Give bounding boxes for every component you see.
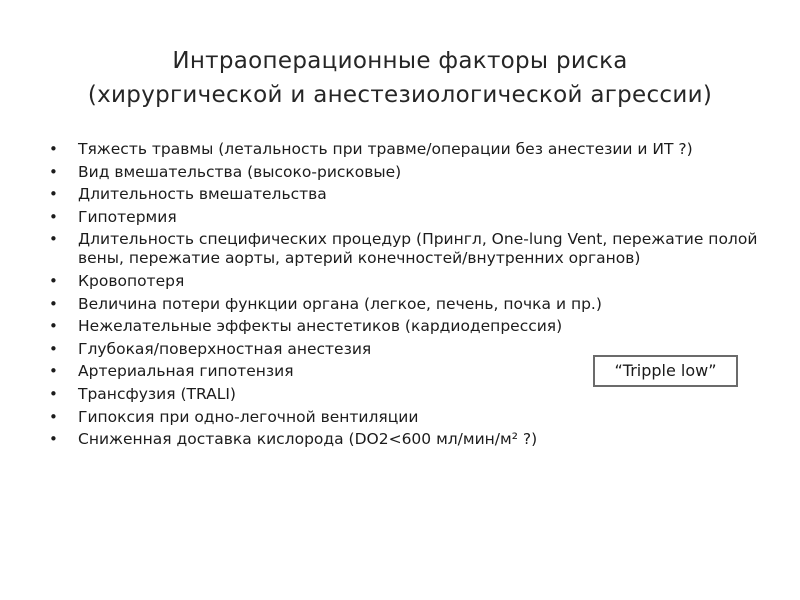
bullet-text: Гипоксия при одно-легочной вентиляции (78, 407, 419, 426)
bullet-text: Сниженная доставка кислорода (DO2<600 мл/мин/м² ?) (78, 430, 538, 449)
bullet-text: Трансфузия (TRALI) (78, 384, 236, 403)
bullet-dot-icon: • (49, 317, 58, 336)
bullet-dot-icon: • (49, 162, 58, 181)
bullet-item (49, 163, 769, 182)
bullet-dot-icon: • (49, 230, 58, 249)
bullet-dot-icon: • (49, 362, 58, 381)
bullet-item (49, 208, 769, 227)
bullet-text: Тяжесть травмы (летальность при травме/операции без анестезии и ИТ ?) (78, 140, 693, 158)
bullet-text: Нежелательные эффекты анестетиков (кардиодепрессия) (78, 317, 563, 336)
title-line-2: (хирургической и анестезиологической агрессии) (87, 82, 713, 108)
bullet-item (49, 317, 769, 336)
bullet-dot-icon: • (49, 140, 58, 158)
bullet-text: Гипотермия (78, 207, 177, 226)
bullet-dot-icon: • (49, 185, 58, 204)
bullet-item (49, 408, 769, 427)
bullet-dot-icon: • (49, 294, 58, 313)
bullet-item (49, 230, 769, 268)
bullet-text: Кровопотеря (78, 271, 185, 290)
bullet-item (49, 430, 769, 449)
bullet-item (49, 185, 769, 204)
bullet-item (49, 272, 769, 291)
bullet-dot-icon: • (49, 407, 58, 426)
bullet-text: Величина потери функции органа (легкое, печень, почка и пр.) (78, 294, 602, 313)
bullet-item (49, 295, 769, 314)
bullet-list (49, 140, 769, 453)
bullet-item (49, 140, 769, 159)
bullet-text: Глубокая/поверхностная анестезия (78, 339, 372, 358)
bullet-dot-icon: • (49, 271, 58, 290)
bullet-text: Длительность специфических процедур (Прингл, One-lung Vent, пережатие полой вены, пережатие аорты, артерий конечностей/внутренних органов) (78, 230, 758, 268)
slide-title (0, 44, 800, 112)
bullet-dot-icon: • (49, 339, 58, 358)
bullet-dot-icon: • (49, 430, 58, 449)
title-line-1: Интраоперационные факторы риска (172, 48, 628, 74)
bullet-text: Вид вмешательства (высоко-рисковые) (78, 162, 402, 181)
bullet-dot-icon: • (49, 207, 58, 226)
tripple-low-callout: “Tripple low” (593, 355, 738, 387)
bullet-text: Артериальная гипотензия (78, 362, 294, 381)
bullet-item (49, 385, 769, 404)
bullet-text: Длительность вмешательства (78, 185, 327, 204)
bullet-dot-icon: • (49, 384, 58, 403)
